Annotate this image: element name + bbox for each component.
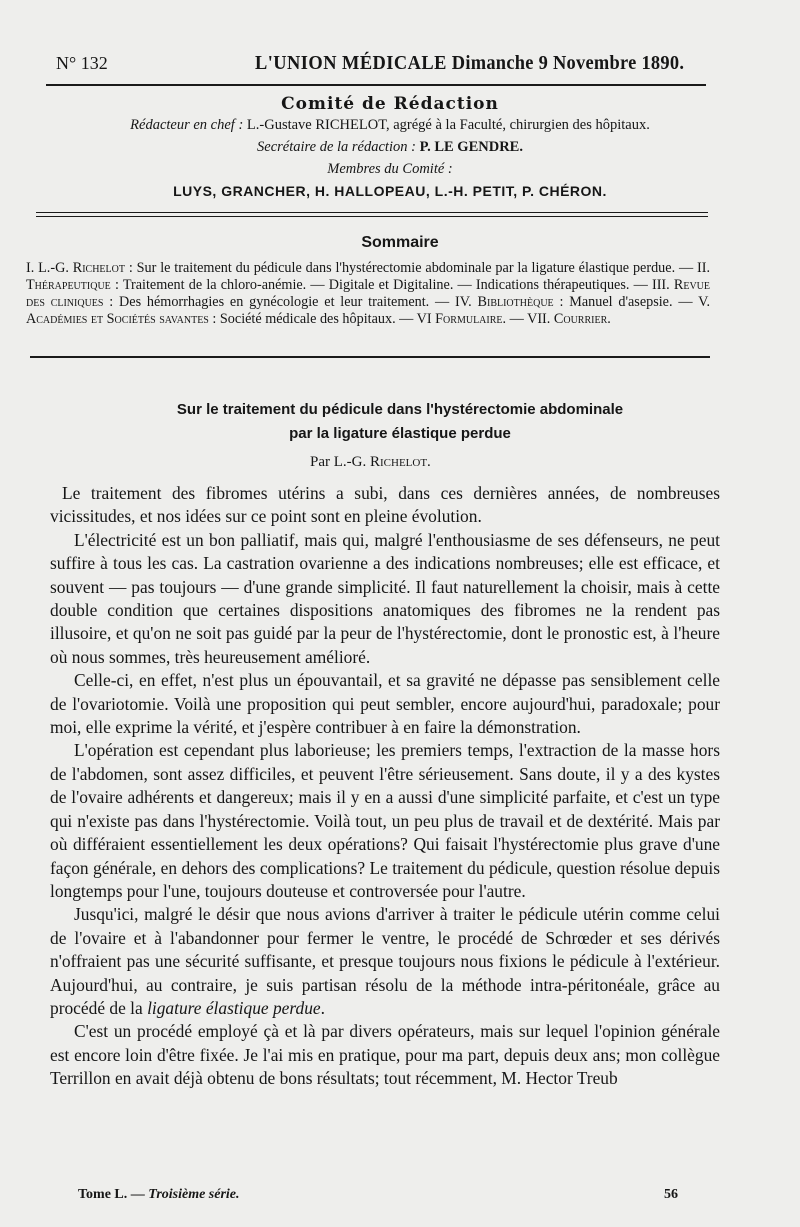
- article-body: [50, 482, 720, 1091]
- editor-name: L.-Gustave RICHELOT, agrégé à la Faculté, chirurgien des hôpitaux.: [246, 117, 650, 133]
- sommaire-head-therapeutique: Thérapeutique: [26, 277, 111, 293]
- paragraph-5-emphasis: ligature élastique perdue: [147, 997, 321, 1018]
- journal-name: L'UNION MÉDICALE: [255, 52, 448, 74]
- sommaire-head-academies: Académies et Sociétés savantes: [26, 311, 209, 327]
- article-title-line-2: par la ligature élastique perdue: [289, 425, 511, 442]
- paragraph-4: L'opération est cependant plus laborieuse; les premiers temps, l'extraction de la masse hors de l'abdomen, sont assez difficiles, et peuvent l'être sérieusement. Sans doute, il y a des kystes de l'ovaire adhérents et dangereux; mais il y en a aussi d'une simplicité parfaite, et c'est un type qui n'existe pas dans l'hystérectomie. Voilà tout, un peu plus de travail et de dextérité. Mais par où différaient essentiellement les deux opérations? Qui faisait l'hystérectomie plus grave d'une façon générale, en dehors des complications? Le traitement du pédicule, question résolue depuis longtemps pour l'une, toujours douteuse et controversée pour l'autre.: [50, 740, 720, 901]
- secretary-role: Secrétaire de la rédaction :: [257, 139, 416, 155]
- paragraph-5-text: Jusqu'ici, malgré le désir que nous avions d'arriver à traiter le pédicule utérin comme celui de l'ovaire et à l'abandonner pour fermer le ventre, le procédé de Schrœder et ses dérivés n'offraient pas une sécurité suffisante, et presque toujours nous fixions le pédicule à l'extérieur. Aujourd'hui, au contraire, je suis partisan résolu de la méthode intra-péritonéale, grâce au procédé de la: [50, 904, 720, 1018]
- sommaire-head-formulaire: Formulaire.: [435, 311, 507, 327]
- editorial-committee: [40, 94, 740, 202]
- running-header: [56, 52, 722, 75]
- byline-author: Richelot.: [370, 454, 431, 470]
- paragraph-2: L'électricité est un bon palliatif, mais qui, malgré l'enthousiasme de ses défenseurs, ne peut suffire à tous les cas. La castration ovarienne a des indications nombreuses; elle est efficace, et souvent — pas toujours — d'une grande simplicité. Il faut naturellement la choisir, mais à cette double condition que certaines dispositions anatomiques des fibromes ne la rendent pas illusoire, et qu'on ne soit pas guidé par la peur de l'hystérectomie, dont le pronostic est, à l'heure où nous sommes, très heureusement amélioré.: [50, 529, 720, 667]
- sommaire-contents: [26, 260, 710, 328]
- page-number: 56: [664, 1187, 678, 1202]
- article-title: [0, 398, 800, 446]
- sommaire-author: L.-G. Richelot: [38, 260, 125, 276]
- article-byline: [310, 454, 431, 471]
- sommaire-item-1: : Sur le traitement du pédicule dans l'hystérectomie abdominale par la ligature élastique perdue. — II.: [128, 260, 711, 276]
- byline-prefix: Par L.-G.: [310, 454, 367, 470]
- members-role-line: [40, 158, 740, 180]
- secretary-name: P. LE GENDRE.: [419, 139, 523, 155]
- committee-title: Comité de Rédaction: [281, 94, 499, 114]
- members-role: Membres du Comité :: [327, 161, 453, 177]
- issue-date: Dimanche 9 Novembre 1890.: [452, 52, 685, 74]
- sommaire-head-revue: Revue des cliniques: [26, 277, 711, 310]
- sommaire-head-bibliotheque: Bibliothèque: [477, 294, 554, 310]
- paragraph-5: [50, 903, 720, 1020]
- sommaire-item-3: : Des hémorrhagies en gynécologie et leur traitement. — IV.: [109, 294, 472, 310]
- paragraph-1: Le traitement des fibromes utérins a subi, dans ces dernières années, de nombreuses vicissitudes, et nos idées sur ce point sont en pleine évolution.: [50, 483, 720, 527]
- sommaire-item-6: — VII.: [509, 311, 551, 327]
- committee-double-rule: [36, 212, 708, 217]
- sommaire-title: Sommaire: [361, 234, 439, 251]
- footer-volume: [78, 1187, 240, 1203]
- footer-series: Troisième série.: [148, 1187, 240, 1202]
- sommaire-head-courrier: Courrier.: [553, 311, 611, 327]
- editor-line: [40, 114, 740, 136]
- sommaire-rule: [30, 356, 710, 358]
- article-title-line-1: Sur le traitement du pédicule dans l'hystérectomie abdominale: [176, 401, 624, 418]
- sommaire-num: I.: [26, 260, 35, 276]
- sommaire-item-4: : Manuel d'asepsie. — V.: [559, 294, 711, 310]
- paragraph-5-end: .: [320, 997, 325, 1018]
- footer-tome: Tome L. —: [78, 1187, 145, 1202]
- secretary-line: [40, 136, 740, 158]
- members-names: LUYS, GRANCHER, H. HALLOPEAU, L.-H. PETIT, P. CHÉRON.: [173, 183, 607, 199]
- issue-number: N° 132: [56, 53, 108, 73]
- page-footer: [78, 1187, 678, 1203]
- sommaire-item-2: : Traitement de la chloro-anémie. — Digitale et Digitaline. — Indications thérapeutiques. — III.: [114, 277, 670, 293]
- journal-masthead: [255, 52, 684, 75]
- sommaire-item-5: : Société médicale des hôpitaux. — VI: [212, 311, 432, 327]
- paragraph-3: Celle-ci, en effet, n'est plus un épouvantail, et sa gravité ne dépasse pas sensiblement celle de l'ovariotomie. Voilà une proposition qui peut sembler, encore aujourd'hui, paradoxale; pour moi, elle exprime la vérité, et j'espère contribuer à en faire la démonstration.: [50, 670, 720, 738]
- editor-role: Rédacteur en chef :: [130, 117, 244, 133]
- header-rule: [46, 84, 706, 86]
- paragraph-6: C'est un procédé employé çà et là par divers opérateurs, mais sur lequel l'opinion générale est encore loin d'être fixée. Je l'ai mis en pratique, pour ma part, depuis deux ans; mon collègue Terrillon en avait déjà obtenu de bons résultats; tout récemment, M. Hector Treub: [50, 1021, 720, 1089]
